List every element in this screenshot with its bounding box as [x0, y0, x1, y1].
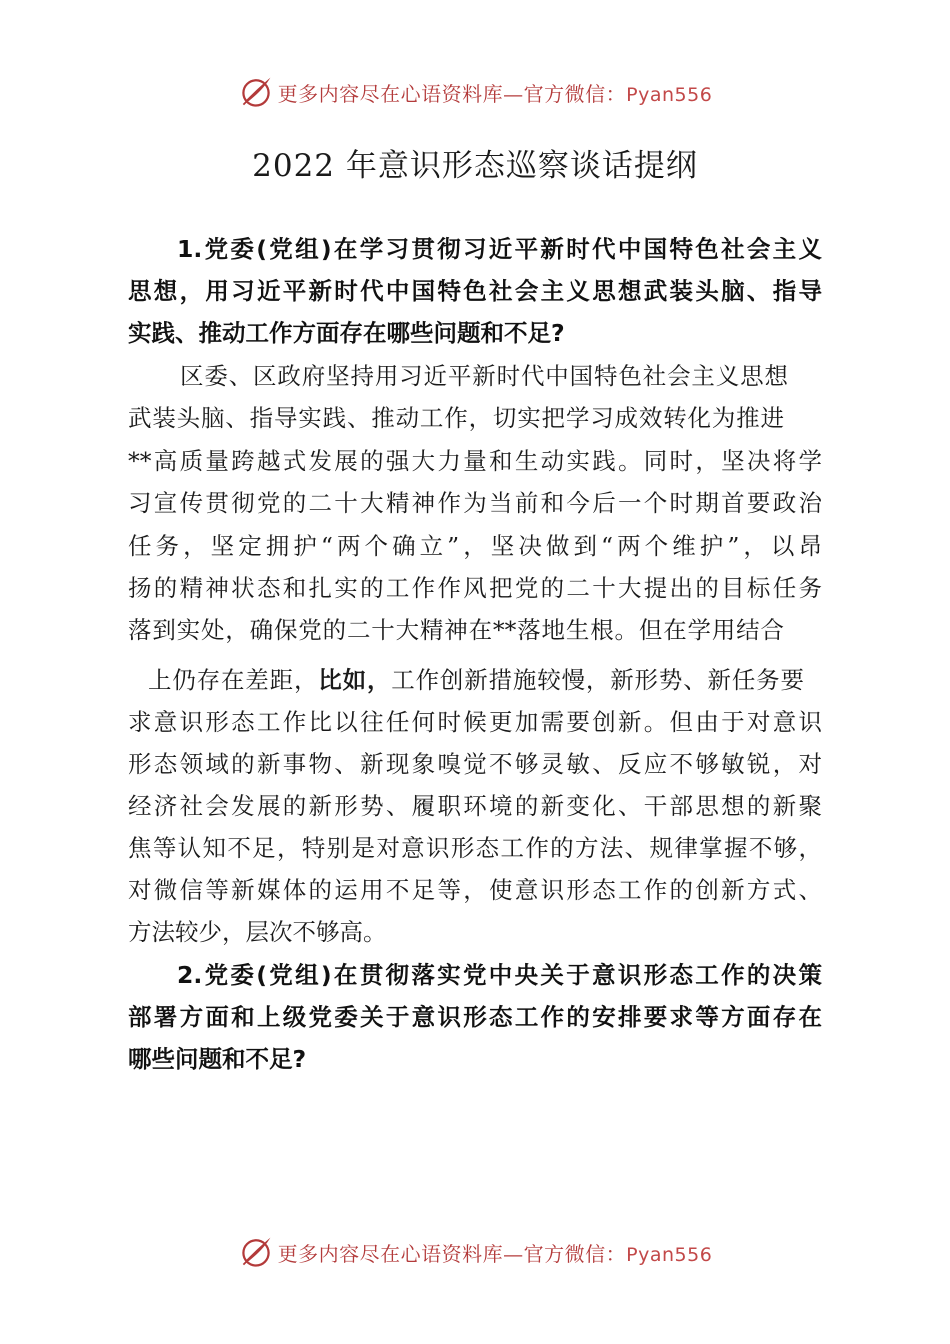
answer-1-line-4: 习宣传贯彻党的二十大精神作为当前和今后一个时期首要政治 [128, 489, 822, 517]
question-2-line-1: 2.党委(党组)在贯彻落实党中央关于意识形态工作的决策 [177, 961, 822, 989]
answer-1-line-1: 区委、区政府坚持用习近平新时代中国特色社会主义思想 [180, 362, 788, 390]
answer-1b-lead: 上仍存在差距， [148, 666, 319, 694]
answer-1b-line-6: 对微信等新媒体的运用不足等，使意识形态工作的创新方式、 [128, 876, 822, 904]
answer-1-line-2: 武装头脑、指导实践、推动工作，切实把学习成效转化为推进 [128, 404, 784, 432]
answer-1b-line-1 [148, 665, 804, 695]
answer-1-line-5: 任务，坚定拥护“两个确立”，坚决做到“两个维护”，以昂 [128, 532, 822, 560]
watermark-wechat-id: Pyan556 [626, 83, 713, 106]
answer-1-line-7: 落到实处，确保党的二十大精神在**落地生根。但在学用结合 [128, 616, 784, 644]
answer-1-line-6: 扬的精神状态和扎实的工作作风把党的二十大提出的目标任务 [128, 574, 822, 602]
question-2-line-2: 部署方面和上级党委关于意识形态工作的安排要求等方面存在 [128, 1003, 822, 1031]
quill-logo-icon [238, 1234, 274, 1270]
answer-1b-rest: 工作创新措施较慢，新形势、新任务要 [391, 666, 804, 694]
watermark-text: 更多内容尽在心语资料库—官方微信：Pyan556 [277, 81, 713, 106]
watermark-wechat-id: Pyan556 [626, 1243, 713, 1266]
answer-1b-line-2: 求意识形态工作比以往任何时候更加需要创新。但由于对意识 [128, 708, 822, 736]
question-1-line-1: 1.党委(党组)在学习贯彻习近平新时代中国特色社会主义 [177, 235, 822, 263]
answer-1b-line-7: 方法较少，层次不够高。 [128, 918, 387, 946]
footer-watermark [0, 1232, 950, 1272]
answer-1-line-3: **高质量跨越式发展的强大力量和生动实践。同时，坚决将学 [128, 447, 822, 475]
answer-1b-line-4: 经济社会发展的新形势、履职环境的新变化、干部思想的新聚 [128, 792, 822, 820]
quill-logo-icon [238, 74, 274, 110]
question-1-line-2: 思想，用习近平新时代中国特色社会主义思想武装头脑、指导 [128, 277, 822, 305]
answer-1b-line-5: 焦等认知不足，特别是对意识形态工作的方法、规律掌握不够， [128, 834, 822, 862]
watermark-text: 更多内容尽在心语资料库—官方微信：Pyan556 [277, 1241, 713, 1266]
document-title: 2022 年意识形态巡察谈话提纲 [252, 148, 698, 184]
answer-1b-line-3: 形态领域的新事物、新现象嗅觉不够灵敏、反应不够敏锐，对 [128, 750, 822, 778]
question-2-line-3: 哪些问题和不足? [128, 1045, 307, 1073]
answer-1b-emphasis: 比如， [318, 666, 392, 694]
question-1-line-3: 实践、推动工作方面存在哪些问题和不足? [128, 319, 565, 347]
header-watermark [0, 72, 950, 112]
